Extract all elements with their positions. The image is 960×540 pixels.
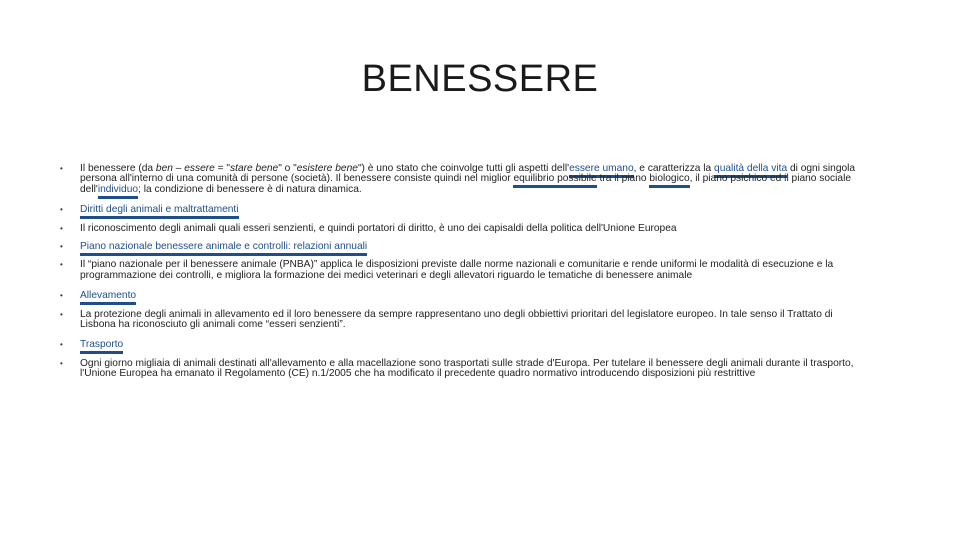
paragraph: La protezione degli animali in allevamento ed il loro benessere da sempre rappresentano uno degli obbiettivi prioritari del legislatore europeo. In tale senso il Trattato di Lisbona ha riconosciuto gli animali come “esseri senzienti”. xyxy=(80,308,833,331)
link-diritti-animali[interactable]: Diritti degli animali e maltrattamenti xyxy=(80,204,239,219)
bullet: • xyxy=(60,260,63,270)
term-esistere-bene: esistere bene xyxy=(296,163,358,174)
bullet: • xyxy=(60,205,63,215)
list-item xyxy=(60,340,870,350)
text: ") è uno stato che coinvolge tutti gli aspetti dell' xyxy=(357,163,570,174)
link-allevamento[interactable]: Allevamento xyxy=(80,290,136,305)
link-individuo[interactable]: individuo xyxy=(98,184,138,199)
text: " o " xyxy=(278,163,297,174)
text: , il piano psichico ed il piano sociale dell' xyxy=(80,173,852,195)
text: tra il piano xyxy=(596,173,650,185)
list-item xyxy=(60,310,870,331)
list-item xyxy=(60,291,870,301)
bullet: • xyxy=(60,164,63,173)
paragraph: Il riconoscimento degli animali quali esseri senzienti, e quindi portatori di diritto, è uno dei capisaldi della politica dell'Unione Europea xyxy=(80,222,677,234)
link-piano-nazionale[interactable]: Piano nazionale benessere animale e controlli: relazioni annuali xyxy=(80,241,367,256)
list-item xyxy=(60,359,870,380)
term-stare-bene: stare bene xyxy=(230,163,279,174)
text: , e caratterizza la xyxy=(633,163,715,174)
list-item xyxy=(60,242,870,252)
list-item xyxy=(60,260,870,281)
term-benessere: benessere xyxy=(87,163,136,174)
link-biologico[interactable]: biologico xyxy=(649,173,689,188)
bullet: • xyxy=(60,223,63,233)
paragraph: Ogni giorno migliaia di animali destinati all'allevamento e alla macellazione sono trasportati sulle strade d'Europa. Per tutelare il benessere degli animali durante il trasporto, l'Unione Europea ha emanato il Regolamento (CE) n.1/2005 che ha modificato il precedente quadro normativo introducendo disposizioni più restrittive xyxy=(80,357,854,380)
list-item xyxy=(60,224,870,234)
link-trasporto[interactable]: Trasporto xyxy=(80,339,123,354)
link-equilibrio[interactable]: equilibrio possibile xyxy=(513,173,596,188)
link-qualita-della-vita[interactable]: qualità della vita xyxy=(714,163,787,178)
term-essere: essere xyxy=(184,163,215,174)
bullet: • xyxy=(60,242,63,252)
bullet: • xyxy=(60,340,63,350)
bullet: • xyxy=(60,309,63,319)
list-item xyxy=(60,205,870,215)
text: Il xyxy=(80,163,88,174)
bullet: • xyxy=(60,358,63,368)
page-title: BENESSERE xyxy=(361,58,599,100)
text: di ogni singola persona all'interno di una comunità di persone (società). Il benessere consiste quindi nel miglior xyxy=(80,163,856,185)
list-item xyxy=(60,164,870,195)
text: = " xyxy=(214,163,231,174)
text: ; la condizione di benessere è di natura dinamica. xyxy=(138,183,362,195)
text: (da xyxy=(135,163,156,174)
text: – xyxy=(172,163,185,174)
term-ben: ben xyxy=(155,163,173,174)
paragraph: Il “piano nazionale per il benessere animale (PNBA)” applica le disposizioni previste dalle norme nazionali e comunitarie e rende uniformi le modalità di esecuzione e la programmazione dei controlli, e migliora la formazione dei medici veterinari e degli allevatori riguardo le tematiche di benessere animale xyxy=(80,259,834,281)
bullet: • xyxy=(60,291,63,301)
content-body xyxy=(60,164,870,380)
link-essere-umano[interactable]: essere umano xyxy=(569,163,634,178)
